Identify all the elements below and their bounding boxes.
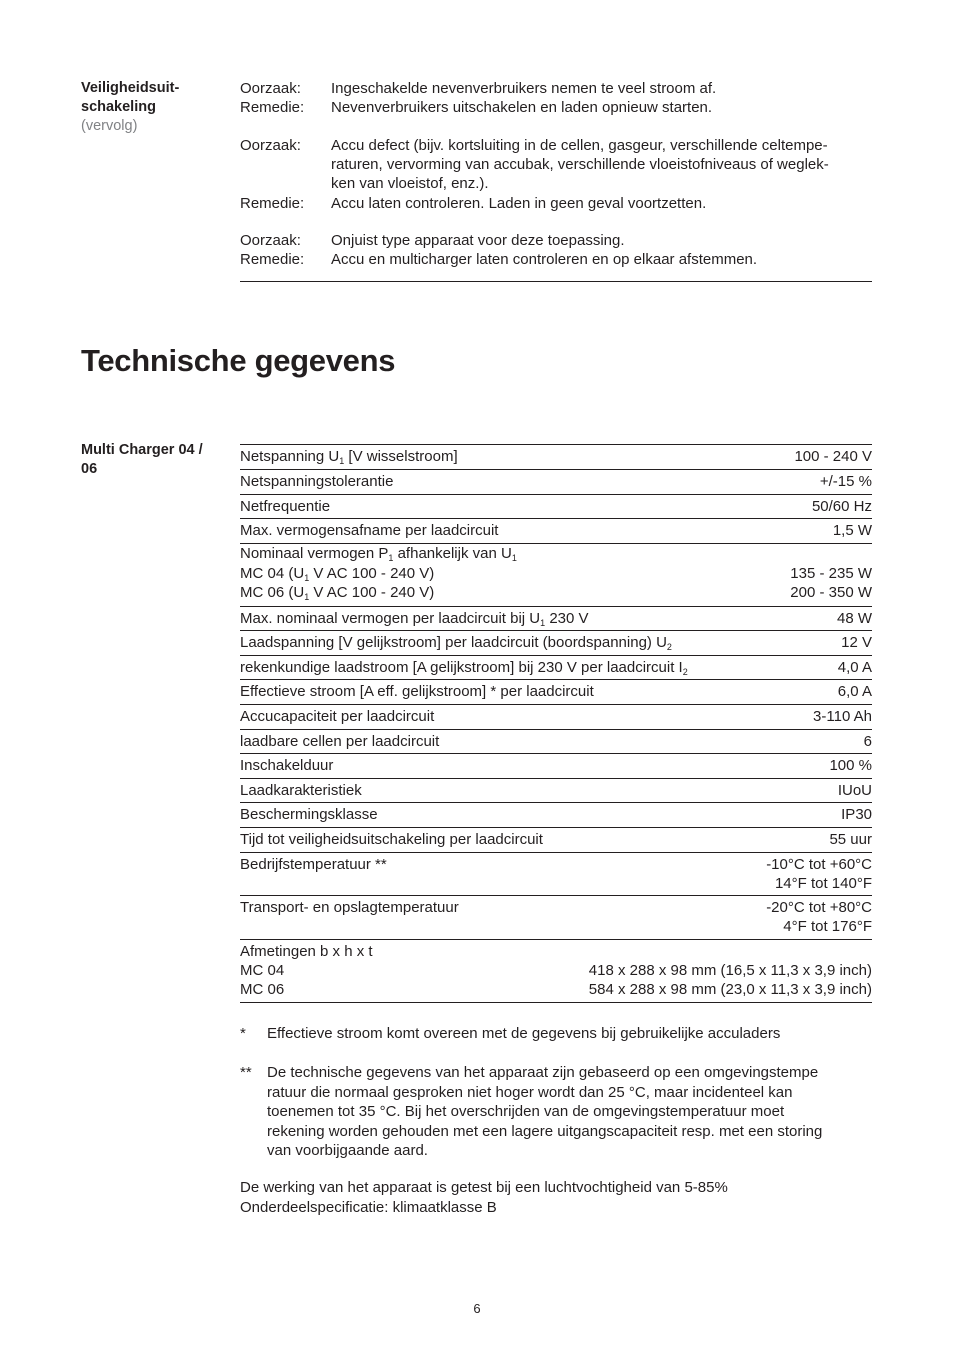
spec-value-celsius: -10°C tot +60°C [766, 856, 872, 873]
spec-row-beschermingsklasse [240, 803, 872, 828]
spec-row-opslagtemperatuur [240, 896, 872, 940]
spec-label: Max. vermogensafname per laadcircuit [240, 522, 499, 539]
spec-row-laadstroom [240, 656, 872, 680]
spec-label-mc04: MC 04 [240, 962, 285, 979]
footnote-line: toenemen tot 35 °C. Bij het overschrijden van de omgevingstemperatuur moet [267, 1103, 785, 1120]
spec-row-accucapaciteit [240, 705, 872, 730]
spec-row-vermogensafname [240, 519, 872, 544]
cause-text-line: ken van vloeistof, enz.). [331, 175, 489, 192]
spec-value: 12 V [841, 634, 872, 651]
footnote-marker: ** [240, 1064, 252, 1081]
spec-value: 6,0 A [837, 683, 872, 700]
spec-value: 100 - 240 V [794, 448, 872, 465]
footnote-line: De technische gegevens van het apparaat zijn gebaseerd op een omgevingstempe [267, 1064, 819, 1081]
spec-value-mc06: 584 x 288 x 98 mm (23,0 x 11,3 x 3,9 inch) [588, 981, 872, 998]
spec-row-afmetingen [240, 940, 872, 1003]
footnote-marker: * [240, 1025, 246, 1042]
spec-value-celsius: -20°C tot +80°C [766, 899, 872, 916]
spec-label-mc04: MC 04 ($U_1$ V AC 100 - 240 V) [240, 565, 435, 583]
remedy-label: Remedie: [240, 195, 305, 212]
spec-value: IUoU [837, 782, 872, 799]
spec-label: Bedrijfstemperatuur ** [240, 856, 387, 873]
spec-value-fahrenheit: 4°F tot 176°F [783, 918, 872, 935]
spec-label: laadbare cellen per laadcircuit [240, 733, 440, 750]
spec-row-bedrijfstemperatuur [240, 853, 872, 896]
spec-label: Afmetingen b x h x t [240, 943, 373, 960]
spec-label: Beschermingsklasse [240, 806, 378, 823]
remedy-label: Remedie: [240, 99, 305, 116]
cause-text: Onjuist type apparaat voor deze toepassing. [331, 232, 625, 249]
spec-value: +/-15 % [819, 473, 872, 490]
spec-label-mc06: MC 06 [240, 981, 285, 998]
cause-text-line: raturen, vervorming van accubak, verschillende vloeistofniveaus of weglek- [331, 156, 829, 173]
section-title-line2: schakeling [81, 99, 156, 115]
spec-label-mc06: MC 06 ($U_1$ V AC 100 - 240 V) [240, 584, 435, 602]
spec-value: 4,0 A [837, 659, 872, 676]
spec-label: Transport- en opslagtemperatuur [240, 899, 459, 916]
closing-paragraph [240, 1178, 872, 1217]
spec-row-netspanning [240, 445, 872, 470]
spec-row-nominaal-vermogen [240, 544, 872, 607]
spec-row-laadspanning [240, 631, 872, 656]
spec-row-laadkarakteristiek [240, 779, 872, 803]
closing-line: De werking van het apparaat is getest bij een luchtvochtigheid van 5-85% [240, 1179, 728, 1196]
spec-label: Netfrequentie [240, 498, 331, 515]
spec-label: Accucapaciteit per laadcircuit [240, 708, 435, 725]
page-heading: Technische gegevens [81, 343, 396, 378]
spec-value: IP30 [841, 806, 872, 823]
spec-value: 55 uur [829, 831, 872, 848]
spec-label: rekenkundige laadstroom [A gelijkstroom] bij 230 V per laadcircuit $I_2$ [240, 659, 688, 677]
section-title-veiligheidsuitschakeling [81, 79, 179, 136]
cause-label: Oorzaak: [240, 80, 301, 97]
spec-row-max-nominaal [240, 607, 872, 631]
spec-row-cellen [240, 730, 872, 754]
spec-value: 3-110 Ah [813, 708, 872, 725]
cause-text: Ingeschakelde nevenverbruikers nemen te veel stroom af. [331, 80, 717, 97]
spec-label: Nominaal vermogen $P_1$ afhankelijk van $U_1$ [240, 545, 517, 563]
spec-label: Laadspanning [V gelijkstroom] per laadcircuit (boordspanning) $U_2$ [240, 634, 672, 652]
spec-label: Laadkarakteristiek [240, 782, 362, 799]
spec-value: 50/60 Hz [811, 498, 872, 515]
spec-row-tijd [240, 828, 872, 853]
spec-label: Inschakelduur [240, 757, 334, 774]
spec-value: 100 % [829, 757, 872, 774]
footnote-line: van voorbijgaande aard. [267, 1142, 428, 1159]
spec-label: Netspanning $U_1$ [V wisselstroom] [240, 448, 458, 466]
section-title-line1: Multi Charger 04 / [81, 442, 203, 458]
cause-text-line: Accu defect (bijv. kortsluiting in de cellen, gasgeur, verschillende celtempe- [331, 137, 828, 154]
spec-row-frequentie [240, 495, 872, 519]
remedy-text: Nevenverbruikers uitschakelen en laden opnieuw starten. [331, 99, 713, 116]
section-subtitle: (vervolg) [81, 118, 138, 134]
footnote-line: rekening worden gehouden met een lagere uitgangscapaciteit resp. met een storing [267, 1122, 823, 1140]
spec-row-effectieve-stroom [240, 680, 872, 705]
spec-value: 1,5 W [832, 522, 872, 539]
remedy-label: Remedie: [240, 251, 305, 268]
remedy-text: Accu en multicharger laten controleren en op elkaar afstemmen. [331, 251, 758, 268]
spec-label: Tijd tot veiligheidsuitschakeling per laadcircuit [240, 831, 543, 848]
section-title-line1: Veiligheidsuit- [81, 80, 180, 96]
spec-value-mc06: 200 - 350 W [790, 584, 872, 601]
footnote-text: Effectieve stroom komt overeen met de gegevens bij gebruikelijke acculaders [267, 1025, 781, 1042]
closing-line: Onderdeelspecificatie: klimaatklasse B [240, 1198, 497, 1216]
spec-label: Max. nominaal vermogen per laadcircuit bij $U_1$ 230 V [240, 610, 589, 628]
footnote-line: ratuur die normaal gesproken niet hoger wordt dan 25 °C, maar incidenteel kan [267, 1083, 793, 1101]
cause-label: Oorzaak: [240, 232, 301, 249]
spec-value-mc04: 135 - 235 W [790, 565, 872, 582]
spec-row-tolerantie [240, 470, 872, 495]
remedy-text: Accu laten controleren. Laden in geen geval voortzetten. [331, 195, 707, 212]
spec-label: Netspanningstolerantie [240, 473, 394, 490]
section-divider [240, 281, 872, 282]
page-number: 6 [473, 1301, 481, 1316]
spec-row-inschakelduur [240, 754, 872, 779]
spec-label: Effectieve stroom [A eff. gelijkstroom] * per laadcircuit [240, 683, 594, 700]
section-title-multi-charger [81, 441, 203, 479]
section-title-line2: 06 [81, 461, 98, 477]
spec-value-mc04: 418 x 288 x 98 mm (16,5 x 11,3 x 3,9 inch) [588, 962, 872, 979]
spec-value: 48 W [836, 610, 872, 627]
spec-value: 6 [863, 733, 872, 750]
footnote-text [267, 1063, 867, 1161]
cause-label: Oorzaak: [240, 137, 301, 154]
spec-value-fahrenheit: 14°F tot 140°F [774, 875, 872, 892]
